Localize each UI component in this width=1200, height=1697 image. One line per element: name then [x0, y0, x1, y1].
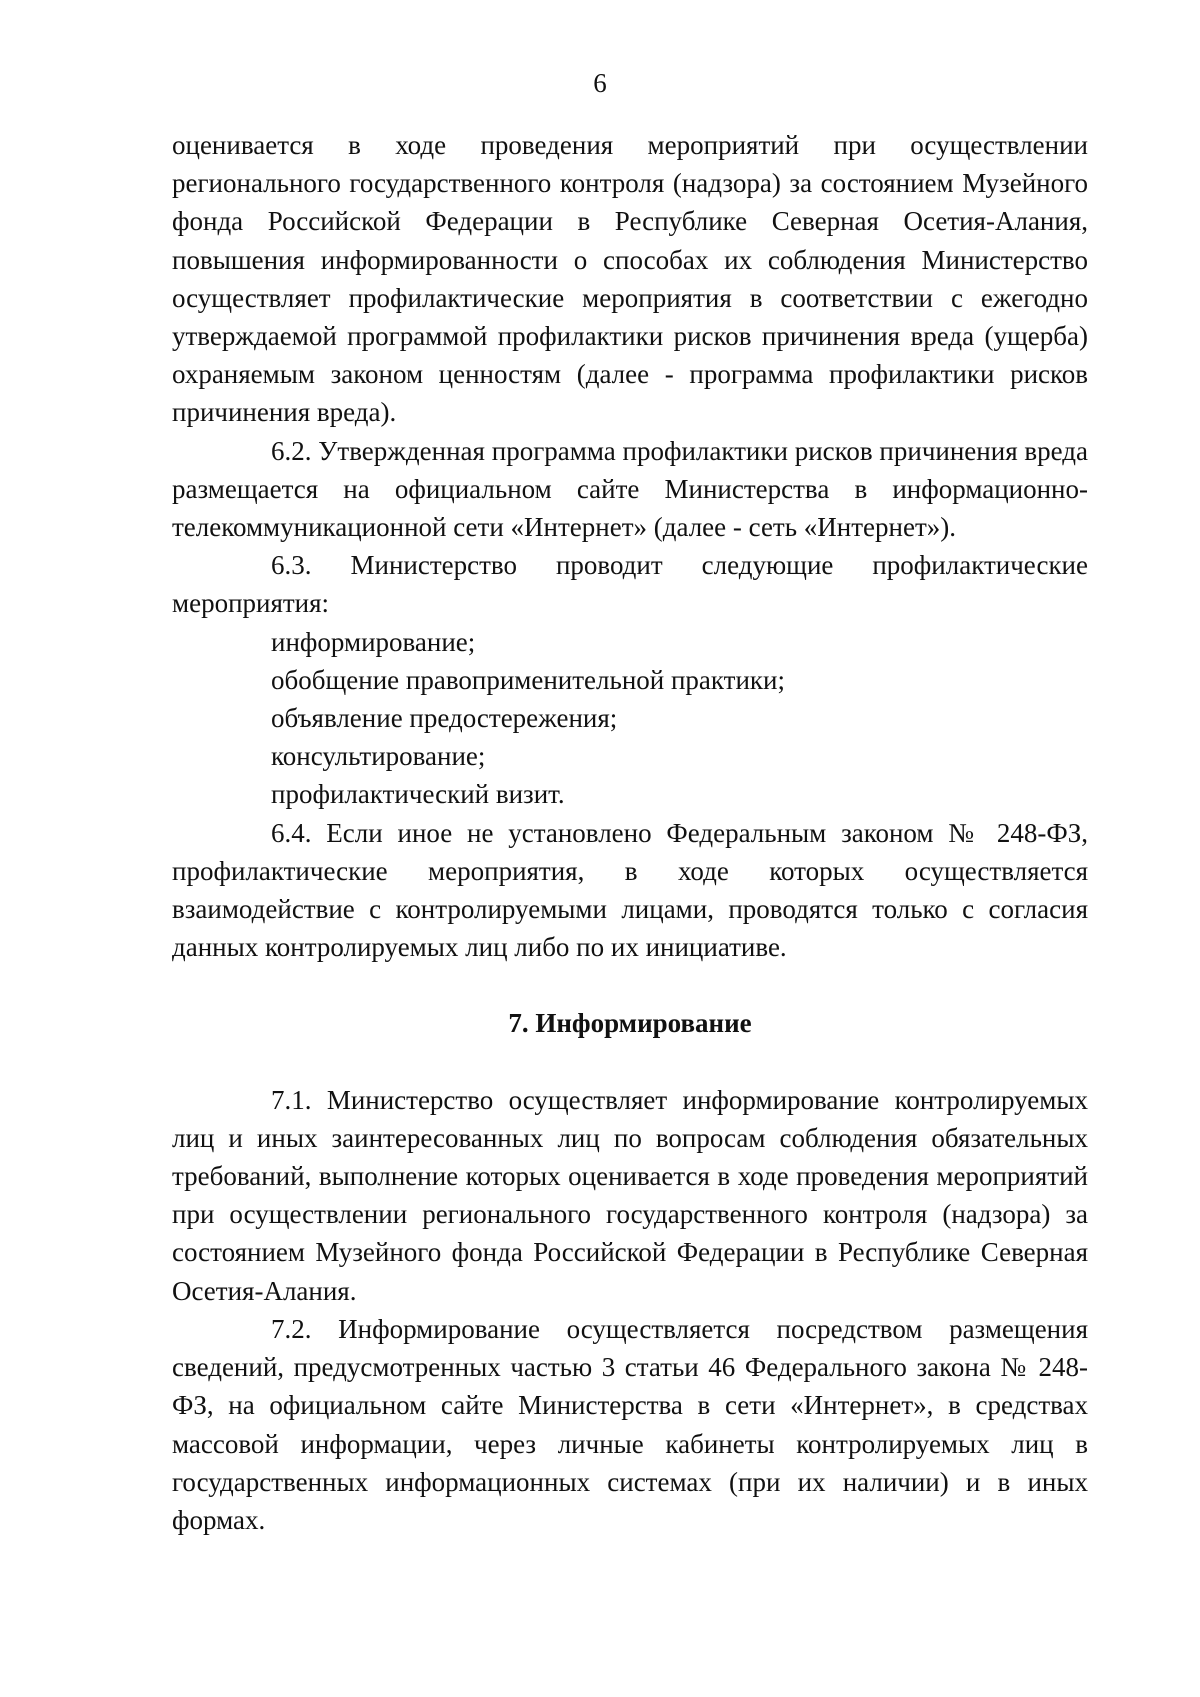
paragraph-6-4: 6.4. Если иное не установлено Федеральным законом № 248-ФЗ, профилактические мероприятия, в ходе которых осуществляется взаимодействие с контролируемыми лицами, проводятся только с согласия данных контролируемых лиц либо по их инициативе.: [172, 817, 1088, 963]
list-item-visit: профилактический визит.: [271, 779, 565, 810]
list-item-generalization: обобщение правоприменительной практики;: [271, 664, 785, 695]
section-heading-7: 7. Информирование: [508, 1008, 752, 1039]
list-item-consulting: консультирование;: [271, 741, 486, 772]
paragraph-7-2: 7.2. Информирование осуществляется посредством размещения сведений, предусмотренных частью 3 статьи 46 Федерального закона № 248-ФЗ, на официальном сайте Министерства в сети «Интернет», в средствах массовой информации, через личные кабинеты контролируемых лиц в государственных информационных системах (при их наличии) и в иных формах.: [172, 1313, 1088, 1535]
list-item-warning: объявление предостережения;: [271, 703, 618, 734]
paragraph-6-2: 6.2. Утвержденная программа профилактики рисков причинения вреда размещается на официальном сайте Министерства в информационно-телекоммуникационной сети «Интернет» (далее - сеть «Интернет»).: [172, 435, 1088, 543]
document-body: [172, 126, 1088, 1539]
list-item-informing: информирование;: [271, 626, 476, 657]
paragraph-6-3: 6.3. Министерство проводит следующие профилактические мероприятия:: [172, 550, 1088, 619]
page-number: 6: [593, 68, 607, 98]
paragraph-7-1: 7.1. Министерство осуществляет информирование контролируемых лиц и иных заинтересованных лиц по вопросам соблюдения обязательных требований, выполнение которых оценивается в ходе проведения мероприятий при осуществлении регионального государственного контроля (надзора) за состоянием Музейного фонда Российской Федерации в Республике Северная Осетия-Алания.: [172, 1084, 1088, 1306]
paragraph-continuation: оценивается в ходе проведения мероприятий при осуществлении регионального государственного контроля (надзора) за состоянием Музейного фонда Российской Федерации в Республике Северная Осетия-Алания, повышения информированности о способах их соблюдения Министерство осуществляет профилактические мероприятия в соответствии с ежегодно утверждаемой программой профилактики рисков причинения вреда (ущерба) охраняемым законом ценностям (далее - программа профилактики рисков причинения вреда).: [172, 130, 1088, 428]
